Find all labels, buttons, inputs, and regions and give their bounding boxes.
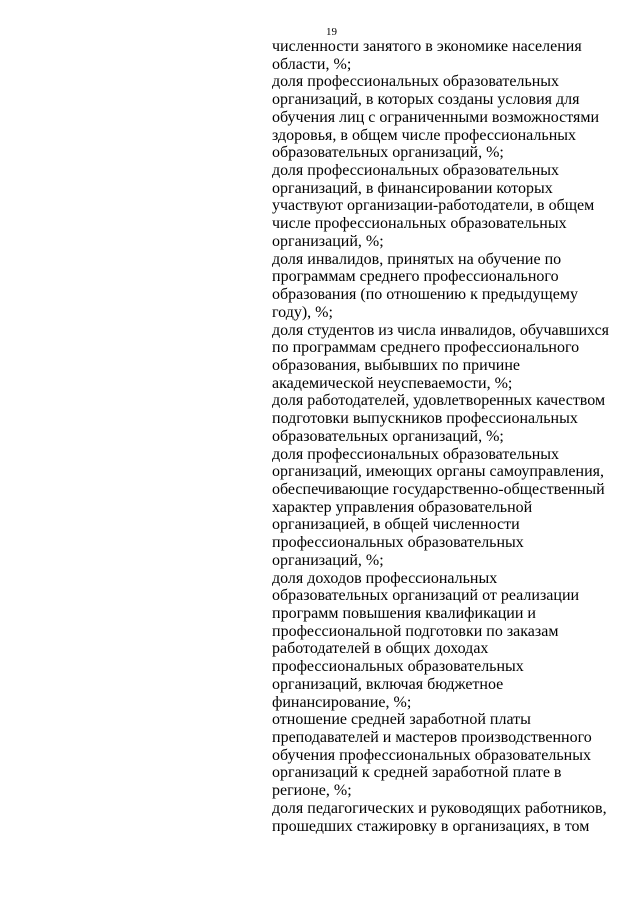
text-line: по программам среднего профессионального [272, 339, 580, 357]
text-line: здоровья, в общем числе профессиональных [272, 126, 577, 144]
text-line: работодателей в общих доходах [272, 640, 489, 658]
text-line: доля профессиональных образовательных [272, 73, 560, 91]
text-line: организацией, в общей численности [272, 516, 520, 534]
text-line: обеспечивающие государственно-общественный [272, 480, 605, 498]
text-line: доля студентов из числа инвалидов, обучавшихся [272, 321, 610, 339]
text-line: области, %; [272, 55, 352, 73]
text-line: финансирование, %; [272, 693, 412, 711]
text-line: отношение средней заработной платы [272, 711, 531, 729]
text-line: профессиональной подготовки по заказам [272, 622, 559, 640]
text-line: организаций, в которых созданы условия для [272, 91, 580, 109]
text-line: академической неуспеваемости, %; [272, 374, 513, 392]
text-line: организаций к средней заработной плате в [272, 764, 562, 782]
text-line: доля инвалидов, принятых на обучение по [272, 250, 562, 268]
text-line: преподавателей и мастеров производственного [272, 729, 592, 747]
text-line: профессиональных образовательных [272, 534, 524, 552]
text-line: организаций, в финансировании которых [272, 179, 553, 197]
text-line: регионе, %; [272, 782, 352, 800]
text-line: организаций, имеющих органы самоуправления, [272, 463, 604, 481]
text-line: образования (по отношению к предыдущему [272, 286, 578, 304]
text-line: году), %; [272, 303, 333, 321]
text-line: организаций, включая бюджетное [272, 675, 504, 693]
page-number: 19 [326, 26, 337, 38]
text-line: профессиональных образовательных [272, 658, 524, 676]
text-line: обучения профессиональных образовательных [272, 746, 591, 764]
text-line: доля педагогических и руководящих работников, [272, 799, 607, 817]
text-line: организаций, %; [272, 232, 384, 250]
text-line: прошедших стажировку в организациях, в том [272, 817, 590, 835]
text-line: образовательных организаций от реализации [272, 587, 580, 605]
text-line: численности занятого в экономике населения [272, 38, 582, 55]
text-line: образования, выбывших по причине [272, 356, 520, 374]
text-line: обучения лиц с ограниченными возможностями [272, 108, 600, 126]
text-line: программ повышения квалификации и [272, 605, 536, 622]
text-line: участвуют организации-работодатели, в общем [272, 197, 595, 215]
text-line: образовательных организаций, %; [272, 427, 504, 445]
text-line: доля профессиональных образовательных [272, 162, 560, 180]
text-line: организаций, %; [272, 551, 384, 569]
text-line: числе профессиональных образовательных [272, 215, 567, 233]
text-line: программам среднего профессионального [272, 268, 559, 286]
text-line: доля профессиональных образовательных [272, 445, 560, 463]
text-line: образовательных организаций, %; [272, 144, 504, 162]
text-line: характер управления образовательной [272, 498, 533, 516]
text-line: доля работодателей, удовлетворенных качеством [272, 392, 606, 410]
text-line: доля доходов профессиональных [272, 569, 498, 587]
text-line: подготовки выпускников профессиональных [272, 410, 578, 428]
document-body-text [272, 38, 609, 835]
